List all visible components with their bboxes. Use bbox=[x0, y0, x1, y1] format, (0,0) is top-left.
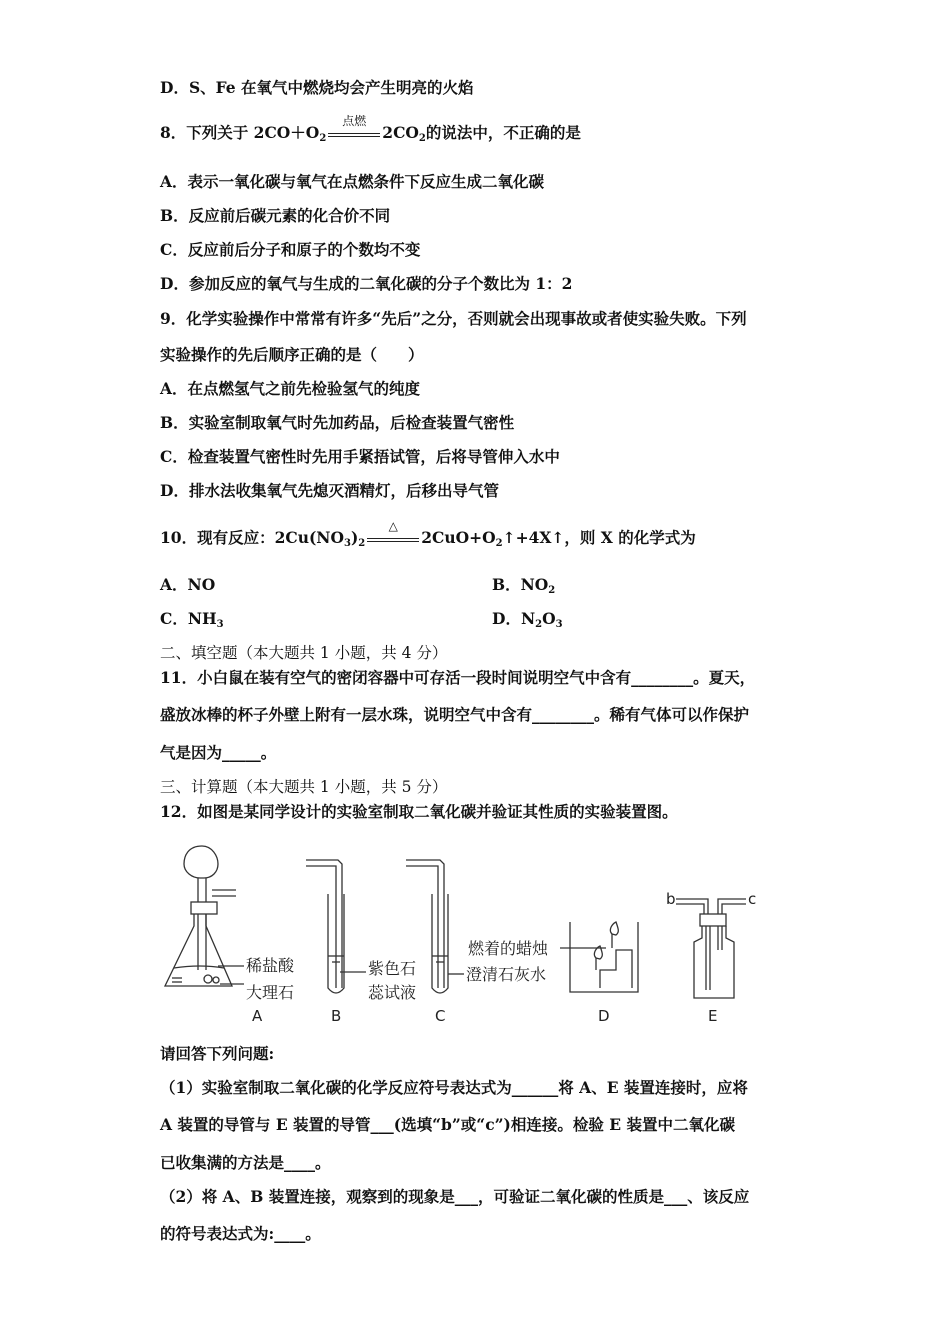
q8-option-d: D．参加反应的氧气与生成的二氧化碳的分子个数比为 1：2 bbox=[160, 274, 573, 293]
q9-option-c: C．检查装置气密性时先用手紧捂试管，后将导管伸入水中 bbox=[160, 447, 560, 466]
q8-reaction-arrow bbox=[326, 114, 382, 144]
apparatus-b bbox=[306, 860, 416, 1025]
q10-option-c-text: C．NH bbox=[160, 609, 217, 628]
q10-stem bbox=[160, 519, 696, 554]
q9-stem-line1: 9．化学实验操作中常常有许多“先后”之分，否则就会出现事故或者使实验失败。下列 bbox=[160, 309, 747, 328]
label-b: b bbox=[666, 890, 676, 908]
label-hydrochloric-acid: 稀盐酸 bbox=[246, 956, 295, 975]
q8-stem bbox=[160, 114, 581, 149]
q9-stem-line2: 实验操作的先后顺序正确的是（ ） bbox=[160, 345, 424, 364]
label-marble: 大理石 bbox=[246, 983, 295, 1002]
q12-part1-line2: A 装置的导管与 E 装置的导管___(选填“b”或“c”)相连接。检验 E 装置中二氧化碳 bbox=[160, 1115, 735, 1134]
label-burning-candle: 燃着的蜡烛 bbox=[468, 939, 549, 958]
experiment-apparatus-figure bbox=[160, 838, 800, 1028]
q10-stem-post: ↑+4X↑，则 X 的化学式为 bbox=[502, 528, 696, 547]
q12-prompt: 请回答下列问题: bbox=[160, 1044, 275, 1063]
label-litmus-line1: 紫色石 bbox=[368, 959, 417, 978]
q12-part1-line1: （1）实验室制取二氧化碳的化学反应符号表达式为______将 A、E 装置连接时，应将 bbox=[160, 1078, 748, 1097]
q8-option-c: C．反应前后分子和原子的个数均不变 bbox=[160, 240, 421, 259]
caption-a: A bbox=[252, 1007, 263, 1025]
q8-stem-post-a: 2CO bbox=[382, 123, 419, 142]
q10-option-b-sub: 2 bbox=[548, 585, 556, 596]
q12-part1-line3: 已收集满的方法是____。 bbox=[160, 1153, 331, 1172]
caption-d: D bbox=[598, 1007, 610, 1025]
q12-part2-line2: 的符号表达式为:____。 bbox=[160, 1224, 321, 1243]
q10-option-d-sub1: 2 bbox=[535, 619, 543, 630]
q10-condition: △ bbox=[388, 519, 398, 533]
q10-sub2: 2 bbox=[358, 538, 366, 549]
label-c: c bbox=[748, 890, 757, 908]
label-limewater: 澄清石灰水 bbox=[466, 965, 547, 984]
q9-option-d: D．排水法收集氧气先熄灭酒精灯，后移出导气管 bbox=[160, 481, 499, 500]
q11-line1: 11．小白鼠在装有空气的密闭容器中可存活一段时间说明空气中含有________。夏天， bbox=[160, 668, 756, 687]
q10-option-d bbox=[492, 609, 563, 635]
q10-stem-mid: 2CuO+O bbox=[421, 528, 496, 547]
q8-option-b: B．反应前后碳元素的化合价不同 bbox=[160, 206, 391, 225]
caption-e: E bbox=[708, 1007, 718, 1025]
q10-option-b bbox=[492, 575, 555, 601]
q10-option-d-text: D．N bbox=[492, 609, 536, 628]
q10-option-c bbox=[160, 609, 224, 635]
apparatus-e bbox=[666, 890, 756, 1025]
q10-close: ) bbox=[350, 528, 359, 547]
q10-option-c-sub: 3 bbox=[216, 619, 224, 630]
caption-c: C bbox=[435, 1007, 446, 1025]
q12-stem: 12．如图是某同学设计的实验室制取二氧化碳并验证其性质的实验装置图。 bbox=[160, 802, 678, 821]
q11-line3: 气是因为_____。 bbox=[160, 743, 277, 762]
apparatus-a bbox=[165, 846, 295, 1025]
q8-stem-pre: 8．下列关于 2CO＋O bbox=[160, 123, 320, 142]
q8-stem-post-b: 的说法中，不正确的是 bbox=[425, 123, 581, 142]
q11-line2: 盛放冰棒的杯子外壁上附有一层水珠，说明空气中含有________。稀有气体可以作保护 bbox=[160, 705, 750, 724]
q10-option-d-sub2: 3 bbox=[555, 619, 563, 630]
q10-option-b-text: B．NO bbox=[492, 575, 549, 594]
q8-condition: 点燃 bbox=[342, 114, 367, 128]
q9-option-a: A．在点燃氢气之前先检验氢气的纯度 bbox=[160, 379, 421, 398]
section-3-heading: 三、计算题（本大题共 1 小题，共 5 分） bbox=[160, 778, 448, 796]
q10-option-a: A．NO bbox=[160, 575, 216, 594]
caption-b: B bbox=[331, 1007, 342, 1025]
q7-option-d: D．S、Fe 在氧气中燃烧均会产生明亮的火焰 bbox=[160, 78, 474, 97]
section-2-heading: 二、填空题（本大题共 1 小题，共 4 分） bbox=[160, 644, 448, 662]
q10-sub3: 3 bbox=[343, 538, 351, 549]
q10-reaction-arrow bbox=[365, 519, 421, 549]
label-litmus-line2: 蕊试液 bbox=[368, 983, 417, 1002]
q10-o2-sub: 2 bbox=[495, 538, 503, 549]
q8-o2-sub: 2 bbox=[319, 133, 327, 144]
q8-option-a: A．表示一氧化碳与氧气在点燃条件下反应生成二氧化碳 bbox=[160, 172, 545, 191]
q10-option-d-mid: O bbox=[542, 609, 556, 628]
q8-co2-sub: 2 bbox=[418, 133, 426, 144]
apparatus-d bbox=[560, 922, 638, 1025]
q9-option-b: B．实验室制取氧气时先加药品，后检查装置气密性 bbox=[160, 413, 515, 432]
q10-stem-pre: 10．现有反应：2Cu(NO bbox=[160, 528, 344, 547]
q12-part2-line1: （2）将 A、B 装置连接，观察到的现象是___，可验证二氧化碳的性质是___、该反应 bbox=[160, 1187, 750, 1206]
